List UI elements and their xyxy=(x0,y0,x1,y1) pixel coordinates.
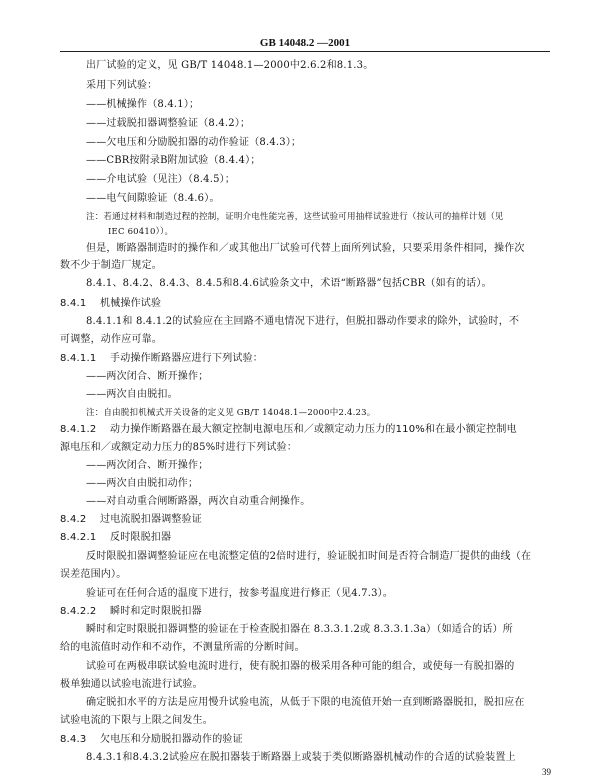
paragraph-line: 8.4.3.1和8.4.3.2试验应在脱扣器装于断路器上或装于类似断路器机械动作的合适的试验装置上 xyxy=(86,752,516,763)
clause-title: 手动操作断路器应进行下列试验： xyxy=(110,353,263,364)
clause-heading xyxy=(60,532,552,544)
header-rule xyxy=(60,51,550,52)
note-line: IEC 60410））。 xyxy=(108,227,174,237)
list-item: ——对自动重合闸断路器，两次自动重合闸操作。 xyxy=(86,496,311,507)
list-item: ——两次自由脱扣。 xyxy=(86,389,178,400)
paragraph-line: 试验可在两极串联试验电流时进行，使有脱扣器的极采用各种可能的组合，或使每一有脱扣器的 xyxy=(86,661,515,672)
paragraph-line: 8.4.1、8.4.2、8.4.3、8.4.5和8.4.6试验条文中，术语“断路器”包括CBR（如有的话）。 xyxy=(86,278,492,289)
clause-number: 8.4.2.1 xyxy=(60,532,97,543)
paragraph-line: 试验电流的下限与上限之间发生。 xyxy=(60,715,213,726)
paragraph-line: 确定脱扣水平的方法是应用慢升试验电流，从低于下限的电流值开始一直到断路器脱扣，脱扣应在 xyxy=(86,697,525,708)
note-line: 注：自由脱扣机械式开关设备的定义见 GB/T 14048.1—2000中2.4.23。 xyxy=(86,408,376,418)
clause-heading xyxy=(60,353,552,365)
paragraph-line: 给的电流值时动作和不动作，不测量所需的分断时间。 xyxy=(60,642,305,653)
paragraph-line: 极单独通以试验电流进行试验。 xyxy=(60,679,203,690)
paragraph-line: 误差范围内）。 xyxy=(60,569,127,580)
clause-heading xyxy=(60,734,552,746)
clause-number: 8.4.1.2 xyxy=(60,424,97,435)
clause-title: 欠电压和分励脱扣器动作的验证 xyxy=(100,734,243,745)
paragraph-line: 可调整，动作应可靠。 xyxy=(60,334,162,345)
list-item: ——过载脱扣器调整验证（8.4.2）； xyxy=(86,118,251,129)
list-item: ——CBR按附录B附加试验（8.4.4）； xyxy=(86,155,261,166)
paragraph-line: 但是，断路器制造时的操作和／或其他出厂试验可代替上面所列试验，只要采用条件相同，操作次 xyxy=(86,243,525,254)
paragraph-line: 瞬时和定时限脱扣器调整的验证在于检查脱扣器在 8.3.3.1.2或 8.3.3.1.3a）（如适合的话）所 xyxy=(86,624,513,635)
paragraph-line: 验证可在任何合适的温度下进行，按参考温度进行修正（见4.7.3）。 xyxy=(86,588,394,599)
paragraph-line: 源电压和／或额定动力压力的85%时进行下列试验： xyxy=(60,442,298,453)
clause-number: 8.4.1 xyxy=(60,298,87,309)
paragraph-line: 8.4.1.1和 8.4.1.2的试验应在主回路不通电情况下进行，但脱扣器动作要求的除外，试验时，不 xyxy=(86,316,520,327)
clause-number: 8.4.1.1 xyxy=(60,353,97,364)
page-number: 39 xyxy=(542,767,551,777)
clause-number: 8.4.2.2 xyxy=(60,606,97,617)
clause-heading xyxy=(60,514,552,526)
list-item: ——电气间隙验证（8.4.6）。 xyxy=(86,193,220,204)
paragraph-line: 出厂试验的定义，见 GB/T 14048.1—2000中2.6.2和8.1.3。 xyxy=(86,60,374,71)
list-item: ——机械操作（8.4.1）； xyxy=(86,99,200,110)
paragraph-line: 反时限脱扣器调整验证应在电流整定值的2倍时进行，验证脱扣时间是否符合制造厂提供的曲线（在 xyxy=(86,551,532,562)
clause-title: 动力操作断路器在最大额定控制电源电压和／或额定动力压力的110%和在最小额定控制电 xyxy=(110,424,517,435)
clause-title: 过电流脱扣器调整验证 xyxy=(100,514,202,525)
paragraph-line: 数不少于制造厂规定。 xyxy=(60,260,162,271)
clause-number: 8.4.3 xyxy=(60,734,87,745)
standard-header: GB 14048.2 —2001 xyxy=(259,37,351,49)
note-line: 注：若通过材料和制造过程的控制，证明介电性能完善，这些试验可用抽样试验进行（按认可的抽样计划（见 xyxy=(86,212,504,222)
clause-number: 8.4.2 xyxy=(60,514,87,525)
clause-heading xyxy=(60,298,552,310)
clause-title: 机械操作试验 xyxy=(100,298,162,309)
clause-heading xyxy=(60,606,552,618)
paragraph-line: 采用下列试验： xyxy=(86,80,158,91)
clause-title: 瞬时和定时限脱扣器 xyxy=(110,606,202,617)
list-item: ——两次闭合、断开操作； xyxy=(86,371,209,382)
clause-title: 反时限脱扣器 xyxy=(110,532,172,543)
clause-heading xyxy=(60,424,552,436)
list-item: ——介电试验（见注）（8.4.5）； xyxy=(86,174,236,185)
list-item: ——两次自由脱扣动作； xyxy=(86,478,199,489)
list-item: ——欠电压和分励脱扣器的动作验证（8.4.3）； xyxy=(86,137,302,148)
list-item: ——两次闭合、断开操作； xyxy=(86,460,209,471)
